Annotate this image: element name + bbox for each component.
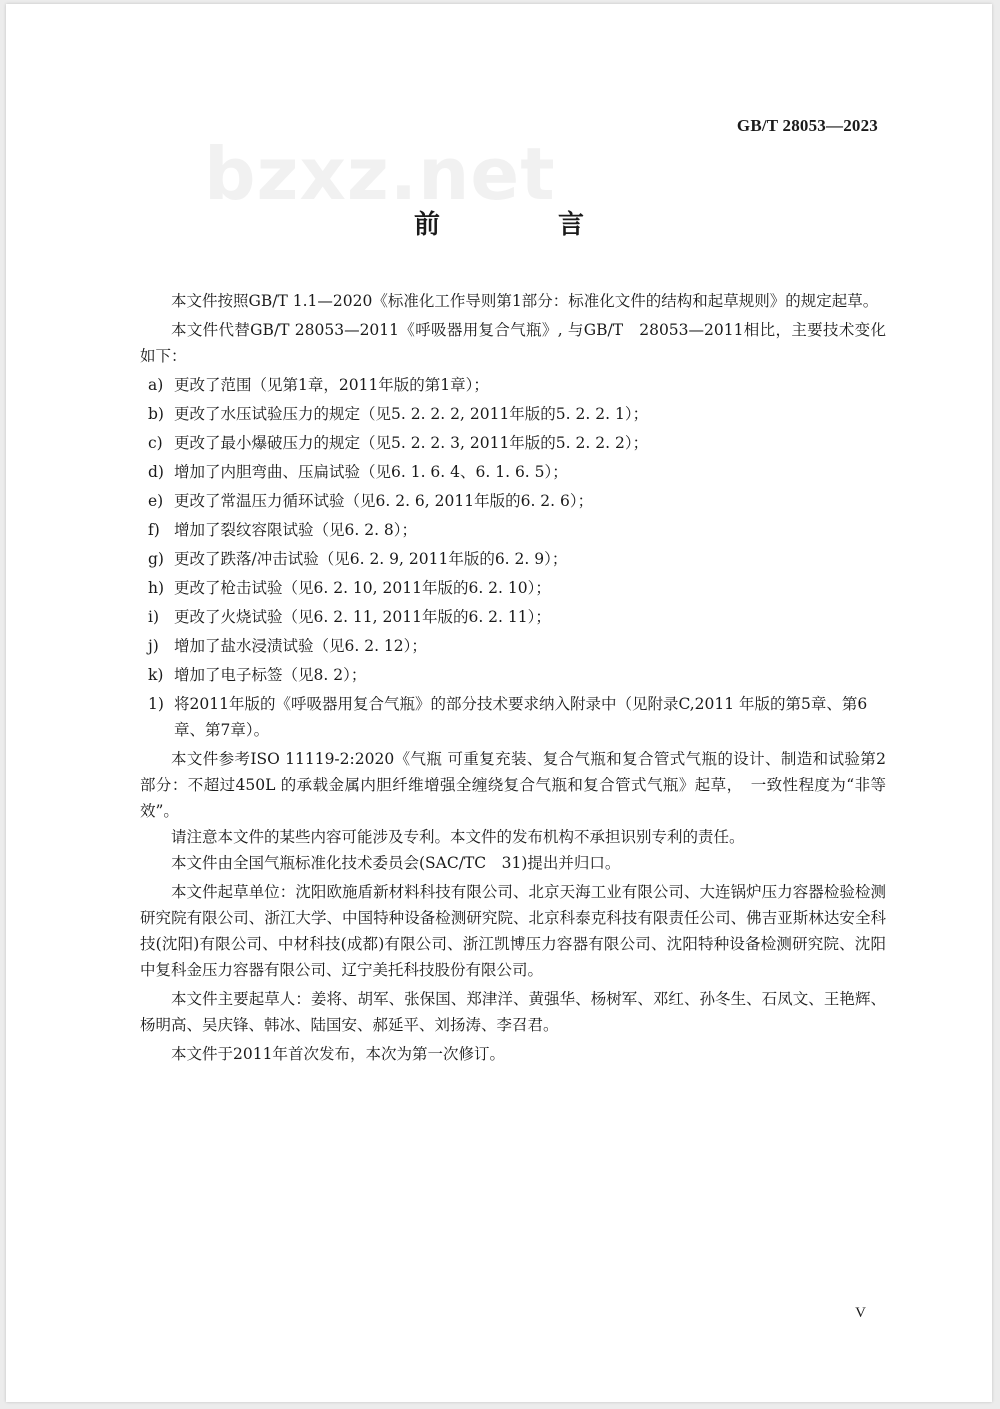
watermark: bzxz.net [204,132,556,216]
list-item [140,459,886,485]
list-item-text: 更改了最小爆破压力的规定（见5. 2. 2. 3, 2011年版的5. 2. 2. 2）； [174,434,649,452]
list-item-text: 将2011年版的《呼吸器用复合气瓶》的部分技术要求纳入附录中（见附录C,2011 年版的第5章、第6章、第7章）。 [174,695,868,739]
list-item [140,372,886,398]
list-item-text: 更改了范围（见第1章，2011年版的第1章）； [174,376,489,394]
list-item-text: 增加了裂纹容限试验（见6. 2. 8）； [174,521,418,539]
drafting-units-paragraph: 本文件起草单位：沈阳欧施盾新材料科技有限公司、北京天海工业有限公司、大连锅炉压力容器检验检测研究院有限公司、浙江大学、中国特种设备检测研究院、北京科泰克科技有限责任公司、佛吉亚斯林达安全科技(沈阳)有限公司、中材科技(成都)有限公司、浙江凯博压力容器有限公司、沈阳特种设备检测研究院、沈阳中复科金压力容器有限公司、辽宁美托科技股份有限公司。 [140,883,886,979]
standard-number: GB/T 28053—2023 [736,116,878,135]
list-marker: a) [148,376,164,394]
list-item [140,488,886,514]
intro-paragraph-1: 本文件按照GB/T 1.1—2020《标准化工作导则第1部分：标准化文件的结构和起草规则》的规定起草。 [171,292,879,310]
page-number: V [855,1305,866,1321]
list-item [140,662,886,688]
list-marker: j) [148,637,159,655]
list-marker: i) [148,608,160,626]
list-item [140,430,886,456]
committee-paragraph: 本文件由全国气瓶标准化技术委员会(SAC/TC 31)提出并归口。 [171,854,621,872]
list-item [140,401,886,427]
list-item [140,517,886,543]
list-item-text: 增加了盐水浸渍试验（见6. 2. 12）； [174,637,427,655]
foreword-body [140,288,886,1067]
list-item-text: 更改了火烧试验（见6. 2. 11, 2011年版的6. 2. 11）； [174,608,551,626]
list-item-text: 更改了枪击试验（见6. 2. 10, 2011年版的6. 2. 10）； [174,579,551,597]
list-item [140,633,886,659]
list-marker: f) [148,521,160,539]
patent-notice-paragraph: 请注意本文件的某些内容可能涉及专利。本文件的发布机构不承担识别专利的责任。 [171,828,745,846]
list-item [140,604,886,630]
list-marker: k) [148,666,164,684]
revision-history-paragraph: 本文件于2011年首次发布，本次为第一次修订。 [171,1045,505,1063]
intro-paragraph-2: 本文件代替GB/T 28053—2011《呼吸器用复合气瓶》, 与GB/T 28053—2011相比，主要技术变化如下： [140,321,886,365]
list-marker: d) [148,463,164,481]
drafters-paragraph: 本文件主要起草人：姜将、胡军、张保国、郑津洋、黄强华、杨树军、邓红、孙冬生、石凤文、王艳辉、杨明高、吴庆锋、韩冰、陆国安、郝延平、刘扬涛、李召君。 [140,990,886,1034]
list-item-text: 增加了内胆弯曲、压扁试验（见6. 1. 6. 4、6. 1. 6. 5）； [174,463,568,481]
list-item [140,575,886,601]
list-item-text: 更改了常温压力循环试验（见6. 2. 6, 2011年版的6. 2. 6）； [174,492,594,510]
list-item-text: 更改了跌落/冲击试验（见6. 2. 9, 2011年版的6. 2. 9）； [174,550,568,568]
list-item-text: 更改了水压试验压力的规定（见5. 2. 2. 2, 2011年版的5. 2. 2. 1）； [174,405,649,423]
list-marker: h) [148,579,165,597]
list-item [140,691,886,743]
list-marker: e) [148,492,164,510]
page-title: 前 言 [413,210,630,240]
changes-list [140,372,886,743]
list-marker: c) [148,434,163,452]
list-marker: b) [148,405,164,423]
list-marker: 1) [148,695,164,713]
list-marker: g) [148,550,164,568]
document-page [6,4,992,1402]
list-item-text: 增加了电子标签（见8. 2）； [174,666,367,684]
list-item [140,546,886,572]
reference-paragraph: 本文件参考ISO 11119-2:2020《气瓶 可重复充装、复合气瓶和复合管式气瓶的设计、制造和试验第2部分：不超过450L 的承载金属内胆纤维增强全缠绕复合气瓶和复合管式气瓶》起草， 一致性程度为“非等效”。 [140,750,886,820]
